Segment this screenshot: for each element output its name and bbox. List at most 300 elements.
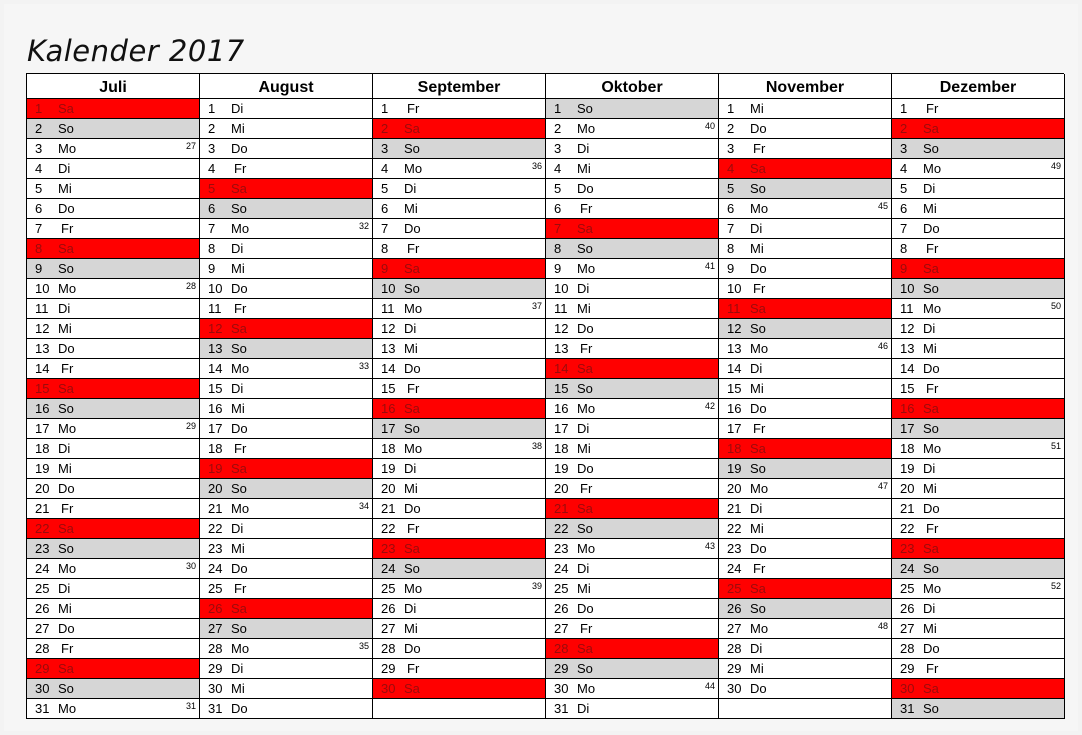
weekday-name: Mi bbox=[750, 101, 764, 116]
day-number: 10 bbox=[554, 281, 569, 296]
weekday-name: Di bbox=[750, 641, 763, 656]
day-number: 9 bbox=[554, 261, 562, 276]
day-cell bbox=[546, 579, 718, 599]
weekday-name: Mi bbox=[58, 181, 72, 196]
day-number: 21 bbox=[554, 501, 569, 516]
week-number: 49 bbox=[1050, 161, 1061, 171]
day-number: 15 bbox=[381, 381, 396, 396]
month-header: Juli bbox=[27, 74, 199, 99]
day-cell bbox=[719, 599, 891, 619]
day-number: 13 bbox=[554, 341, 569, 356]
day-cell bbox=[546, 139, 718, 159]
day-number: 10 bbox=[35, 281, 50, 296]
day-number: 26 bbox=[900, 601, 915, 616]
week-number: 40 bbox=[704, 121, 715, 131]
weekday-name: So bbox=[923, 281, 939, 296]
day-cell bbox=[200, 179, 372, 199]
weekday-name: Fr bbox=[753, 421, 766, 436]
day-number: 26 bbox=[381, 601, 396, 616]
day-number: 30 bbox=[381, 681, 396, 696]
day-cell bbox=[892, 679, 1064, 699]
day-number: 10 bbox=[381, 281, 396, 296]
week-number: 45 bbox=[877, 201, 888, 211]
day-number: 24 bbox=[727, 561, 742, 576]
day-number: 19 bbox=[208, 461, 223, 476]
day-number: 13 bbox=[208, 341, 223, 356]
day-cell bbox=[373, 219, 545, 239]
weekday-name: Sa bbox=[58, 241, 74, 256]
week-number: 47 bbox=[877, 481, 888, 491]
day-cell bbox=[200, 119, 372, 139]
weekday-name: Fr bbox=[407, 241, 420, 256]
weekday-name: Mo bbox=[404, 441, 423, 456]
weekday-name: Di bbox=[577, 561, 590, 576]
day-cell bbox=[546, 239, 718, 259]
weekday-name: Sa bbox=[750, 301, 766, 316]
weekday-name: Mo bbox=[231, 221, 250, 236]
day-cell bbox=[373, 599, 545, 619]
weekday-name: Mo bbox=[58, 141, 77, 156]
day-number: 17 bbox=[381, 421, 396, 436]
day-cell bbox=[892, 199, 1064, 219]
day-cell bbox=[546, 339, 718, 359]
weekday-name: Mo bbox=[58, 421, 77, 436]
day-cell bbox=[27, 99, 199, 119]
day-number: 18 bbox=[554, 441, 569, 456]
weekday-name: Do bbox=[404, 221, 421, 236]
weekday-name: Mi bbox=[231, 541, 245, 556]
day-number: 10 bbox=[727, 281, 742, 296]
day-number: 11 bbox=[727, 301, 741, 316]
day-number: 31 bbox=[554, 701, 569, 716]
day-cell bbox=[892, 699, 1064, 719]
weekday-name: Do bbox=[231, 141, 248, 156]
day-number: 2 bbox=[381, 121, 389, 136]
weekday-name: Mo bbox=[58, 561, 77, 576]
day-number: 31 bbox=[900, 701, 915, 716]
day-number: 27 bbox=[727, 621, 742, 636]
day-number: 12 bbox=[208, 321, 223, 336]
day-cell bbox=[546, 559, 718, 579]
day-cell bbox=[719, 159, 891, 179]
day-number: 11 bbox=[208, 301, 222, 316]
month-column bbox=[546, 74, 719, 719]
day-cell bbox=[546, 499, 718, 519]
day-cell bbox=[719, 99, 891, 119]
day-number: 3 bbox=[381, 141, 389, 156]
day-number: 14 bbox=[554, 361, 569, 376]
day-cell bbox=[200, 659, 372, 679]
weekday-name: So bbox=[577, 381, 593, 396]
day-number: 9 bbox=[381, 261, 389, 276]
day-number: 30 bbox=[35, 681, 50, 696]
weekday-name: Fr bbox=[753, 561, 766, 576]
weekday-name: So bbox=[750, 601, 766, 616]
weekday-name: So bbox=[577, 241, 593, 256]
day-cell bbox=[719, 519, 891, 539]
weekday-name: Mo bbox=[750, 481, 769, 496]
weekday-name: Mi bbox=[923, 201, 937, 216]
day-number: 29 bbox=[208, 661, 223, 676]
day-cell bbox=[892, 319, 1064, 339]
day-number: 28 bbox=[35, 641, 50, 656]
day-number: 13 bbox=[35, 341, 50, 356]
day-number: 12 bbox=[381, 321, 396, 336]
day-cell bbox=[200, 539, 372, 559]
day-number: 8 bbox=[35, 241, 43, 256]
weekday-name: Do bbox=[404, 361, 421, 376]
day-cell bbox=[546, 219, 718, 239]
day-number: 25 bbox=[381, 581, 396, 596]
day-cell bbox=[200, 219, 372, 239]
day-number: 17 bbox=[554, 421, 569, 436]
day-cell bbox=[546, 119, 718, 139]
day-cell bbox=[892, 359, 1064, 379]
day-cell bbox=[27, 559, 199, 579]
weekday-name: Do bbox=[750, 681, 767, 696]
weekday-name: Sa bbox=[404, 681, 420, 696]
weekday-name: Mi bbox=[577, 581, 591, 596]
day-cell bbox=[373, 299, 545, 319]
weekday-name: Sa bbox=[58, 381, 74, 396]
day-cell bbox=[892, 499, 1064, 519]
day-number: 6 bbox=[727, 201, 735, 216]
weekday-name: Sa bbox=[404, 261, 420, 276]
weekday-name: Sa bbox=[231, 321, 247, 336]
day-cell bbox=[200, 459, 372, 479]
day-cell bbox=[200, 99, 372, 119]
weekday-name: Mo bbox=[577, 121, 596, 136]
day-number: 2 bbox=[208, 121, 216, 136]
day-number: 9 bbox=[727, 261, 735, 276]
day-number: 25 bbox=[727, 581, 742, 596]
day-cell bbox=[200, 419, 372, 439]
week-number: 51 bbox=[1050, 441, 1061, 451]
day-cell bbox=[892, 339, 1064, 359]
day-cell bbox=[27, 119, 199, 139]
day-number: 29 bbox=[381, 661, 396, 676]
day-number: 23 bbox=[554, 541, 569, 556]
day-cell bbox=[200, 199, 372, 219]
day-number: 4 bbox=[727, 161, 735, 176]
day-cell bbox=[719, 419, 891, 439]
day-cell bbox=[892, 159, 1064, 179]
weekday-name: Sa bbox=[577, 641, 593, 656]
calendar-grid bbox=[26, 73, 1064, 719]
day-cell bbox=[373, 179, 545, 199]
day-cell bbox=[892, 99, 1064, 119]
weekday-name: Di bbox=[231, 661, 244, 676]
month-column bbox=[200, 74, 373, 719]
day-number: 13 bbox=[381, 341, 396, 356]
day-cell bbox=[373, 259, 545, 279]
weekday-name: Fr bbox=[753, 141, 766, 156]
day-cell bbox=[200, 359, 372, 379]
weekday-name: Di bbox=[404, 321, 417, 336]
day-cell bbox=[27, 439, 199, 459]
day-number: 26 bbox=[208, 601, 223, 616]
weekday-name: Mo bbox=[923, 161, 942, 176]
weekday-name: Mo bbox=[231, 501, 250, 516]
day-number: 3 bbox=[208, 141, 216, 156]
weekday-name: Di bbox=[404, 181, 417, 196]
weekday-name: Di bbox=[923, 601, 936, 616]
weekday-name: Fr bbox=[61, 361, 74, 376]
day-cell bbox=[546, 519, 718, 539]
weekday-name: Mi bbox=[923, 341, 937, 356]
weekday-name: Mi bbox=[923, 621, 937, 636]
month-header: Dezember bbox=[892, 74, 1064, 99]
day-number: 3 bbox=[900, 141, 908, 156]
day-cell bbox=[373, 539, 545, 559]
day-number: 14 bbox=[208, 361, 223, 376]
weekday-name: Mi bbox=[231, 681, 245, 696]
day-number: 21 bbox=[727, 501, 742, 516]
day-number: 13 bbox=[727, 341, 742, 356]
day-cell bbox=[892, 539, 1064, 559]
day-number: 19 bbox=[35, 461, 50, 476]
day-number: 6 bbox=[381, 201, 389, 216]
weekday-name: Mi bbox=[577, 301, 591, 316]
weekday-name: Sa bbox=[404, 121, 420, 136]
day-cell bbox=[200, 559, 372, 579]
weekday-name: Mi bbox=[577, 441, 591, 456]
day-cell bbox=[27, 139, 199, 159]
day-number: 18 bbox=[900, 441, 915, 456]
weekday-name: Mi bbox=[231, 401, 245, 416]
weekday-name: Fr bbox=[61, 501, 74, 516]
day-number: 8 bbox=[727, 241, 735, 256]
weekday-name: Di bbox=[923, 461, 936, 476]
day-cell bbox=[546, 399, 718, 419]
day-cell bbox=[200, 699, 372, 719]
weekday-name: Fr bbox=[926, 661, 939, 676]
day-cell bbox=[719, 679, 891, 699]
week-number: 42 bbox=[704, 401, 715, 411]
day-number: 1 bbox=[381, 101, 389, 116]
weekday-name: Do bbox=[58, 481, 75, 496]
day-number: 7 bbox=[381, 221, 389, 236]
day-number: 23 bbox=[35, 541, 50, 556]
day-number: 10 bbox=[208, 281, 223, 296]
weekday-name: Fr bbox=[580, 341, 593, 356]
weekday-name: Do bbox=[231, 701, 248, 716]
day-number: 28 bbox=[727, 641, 742, 656]
day-number: 16 bbox=[554, 401, 569, 416]
day-number: 3 bbox=[35, 141, 43, 156]
day-number: 11 bbox=[554, 301, 568, 316]
weekday-name: Fr bbox=[234, 441, 247, 456]
day-cell bbox=[546, 699, 718, 719]
weekday-name: Fr bbox=[407, 381, 420, 396]
day-number: 14 bbox=[727, 361, 742, 376]
day-cell bbox=[546, 199, 718, 219]
weekday-name: Sa bbox=[231, 461, 247, 476]
day-cell bbox=[892, 639, 1064, 659]
day-cell bbox=[27, 299, 199, 319]
day-cell bbox=[200, 399, 372, 419]
day-cell bbox=[892, 239, 1064, 259]
week-number: 30 bbox=[185, 561, 196, 571]
day-number: 3 bbox=[727, 141, 735, 156]
week-number: 36 bbox=[531, 161, 542, 171]
weekday-name: Do bbox=[750, 261, 767, 276]
day-cell bbox=[373, 439, 545, 459]
day-number: 7 bbox=[900, 221, 908, 236]
day-number: 8 bbox=[554, 241, 562, 256]
day-cell bbox=[200, 379, 372, 399]
day-number: 20 bbox=[554, 481, 569, 496]
weekday-name: Fr bbox=[580, 201, 593, 216]
day-cell bbox=[719, 619, 891, 639]
day-number: 21 bbox=[900, 501, 915, 516]
day-number: 30 bbox=[554, 681, 569, 696]
week-number: 44 bbox=[704, 681, 715, 691]
day-cell bbox=[892, 419, 1064, 439]
weekday-name: Fr bbox=[234, 301, 247, 316]
day-number: 5 bbox=[208, 181, 216, 196]
weekday-name: Do bbox=[750, 401, 767, 416]
day-number: 8 bbox=[381, 241, 389, 256]
day-cell bbox=[27, 239, 199, 259]
weekday-name: Fr bbox=[61, 641, 74, 656]
day-cell bbox=[27, 179, 199, 199]
weekday-name: So bbox=[231, 201, 247, 216]
day-cell bbox=[27, 599, 199, 619]
weekday-name: Mo bbox=[58, 281, 77, 296]
day-cell bbox=[373, 519, 545, 539]
day-number: 15 bbox=[554, 381, 569, 396]
day-number: 13 bbox=[900, 341, 915, 356]
day-number: 16 bbox=[35, 401, 50, 416]
week-number: 29 bbox=[185, 421, 196, 431]
month-header: September bbox=[373, 74, 545, 99]
day-cell bbox=[373, 559, 545, 579]
day-number: 18 bbox=[35, 441, 50, 456]
day-cell bbox=[719, 139, 891, 159]
weekday-name: Sa bbox=[750, 161, 766, 176]
page bbox=[4, 4, 1078, 731]
day-number: 27 bbox=[35, 621, 50, 636]
day-number: 18 bbox=[208, 441, 223, 456]
weekday-name: Mo bbox=[404, 301, 423, 316]
day-number: 17 bbox=[208, 421, 223, 436]
day-number: 24 bbox=[900, 561, 915, 576]
day-number: 5 bbox=[554, 181, 562, 196]
day-cell bbox=[719, 379, 891, 399]
day-cell bbox=[892, 399, 1064, 419]
weekday-name: Do bbox=[58, 341, 75, 356]
weekday-name: Mo bbox=[577, 681, 596, 696]
weekday-name: Mi bbox=[750, 241, 764, 256]
weekday-name: Mi bbox=[577, 161, 591, 176]
day-cell bbox=[373, 159, 545, 179]
week-number: 35 bbox=[358, 641, 369, 651]
day-number: 12 bbox=[727, 321, 742, 336]
weekday-name: Di bbox=[404, 601, 417, 616]
day-cell bbox=[546, 439, 718, 459]
day-cell bbox=[719, 119, 891, 139]
day-cell bbox=[719, 439, 891, 459]
day-cell bbox=[373, 359, 545, 379]
weekday-name: Mo bbox=[231, 641, 250, 656]
weekday-name: Di bbox=[58, 581, 71, 596]
weekday-name: Sa bbox=[58, 661, 74, 676]
day-cell bbox=[546, 659, 718, 679]
day-cell bbox=[200, 319, 372, 339]
day-number: 31 bbox=[35, 701, 50, 716]
weekday-name: Fr bbox=[407, 661, 420, 676]
day-number: 1 bbox=[900, 101, 908, 116]
weekday-name: Di bbox=[58, 441, 71, 456]
day-number: 22 bbox=[900, 521, 915, 536]
week-number: 31 bbox=[185, 701, 196, 711]
day-number: 11 bbox=[381, 301, 395, 316]
weekday-name: Mo bbox=[231, 361, 250, 376]
weekday-name: So bbox=[58, 541, 74, 556]
day-cell bbox=[719, 359, 891, 379]
day-number: 21 bbox=[381, 501, 396, 516]
weekday-name: Do bbox=[923, 221, 940, 236]
weekday-name: Sa bbox=[231, 181, 247, 196]
day-cell bbox=[200, 639, 372, 659]
weekday-name: Fr bbox=[234, 161, 247, 176]
weekday-name: Fr bbox=[407, 101, 420, 116]
day-cell bbox=[892, 259, 1064, 279]
day-cell bbox=[892, 279, 1064, 299]
day-number: 1 bbox=[554, 101, 562, 116]
day-number: 9 bbox=[35, 261, 43, 276]
day-number: 20 bbox=[381, 481, 396, 496]
day-cell bbox=[719, 259, 891, 279]
weekday-name: Fr bbox=[926, 381, 939, 396]
day-number: 15 bbox=[35, 381, 50, 396]
day-cell bbox=[719, 579, 891, 599]
day-cell bbox=[27, 659, 199, 679]
weekday-name: Mi bbox=[404, 201, 418, 216]
day-number: 2 bbox=[900, 121, 908, 136]
day-cell bbox=[892, 579, 1064, 599]
day-number: 1 bbox=[35, 101, 43, 116]
weekday-name: Do bbox=[750, 541, 767, 556]
weekday-name: Fr bbox=[753, 281, 766, 296]
day-number: 4 bbox=[381, 161, 389, 176]
day-cell bbox=[719, 399, 891, 419]
month-column bbox=[373, 74, 546, 719]
weekday-name: Mi bbox=[58, 461, 72, 476]
day-cell bbox=[373, 239, 545, 259]
day-cell bbox=[546, 159, 718, 179]
day-cell bbox=[719, 339, 891, 359]
day-number: 2 bbox=[554, 121, 562, 136]
day-cell bbox=[373, 339, 545, 359]
day-number: 19 bbox=[381, 461, 396, 476]
weekday-name: So bbox=[404, 281, 420, 296]
day-number: 19 bbox=[554, 461, 569, 476]
day-number: 5 bbox=[381, 181, 389, 196]
day-cell bbox=[546, 619, 718, 639]
weekday-name: So bbox=[577, 101, 593, 116]
day-number: 4 bbox=[554, 161, 562, 176]
week-number: 28 bbox=[185, 281, 196, 291]
month-column bbox=[719, 74, 892, 719]
weekday-name: Fr bbox=[580, 481, 593, 496]
day-number: 22 bbox=[208, 521, 223, 536]
day-number: 1 bbox=[727, 101, 735, 116]
day-cell bbox=[719, 239, 891, 259]
day-cell bbox=[892, 179, 1064, 199]
day-number: 23 bbox=[381, 541, 396, 556]
